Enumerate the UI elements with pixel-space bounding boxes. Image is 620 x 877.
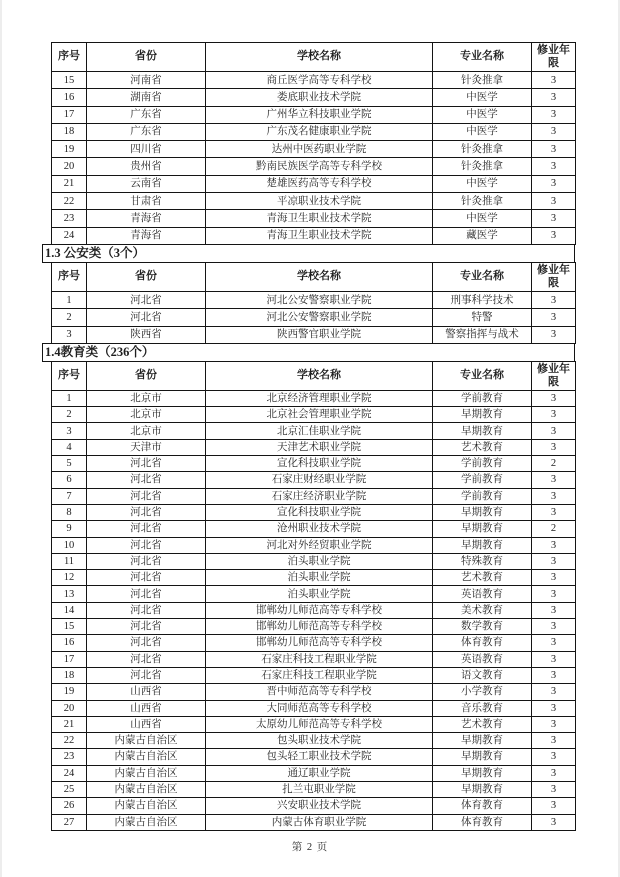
cell-seq-number: 7: [52, 488, 87, 504]
cell-study-years: 3: [532, 309, 576, 326]
cell-province: 河北省: [87, 488, 206, 504]
cell-province: 北京市: [87, 390, 206, 406]
cell-school-name: 青海卫生职业技术学院: [206, 210, 433, 227]
cell-major-name: 学前教育: [433, 390, 532, 406]
cell-province: 山西省: [87, 700, 206, 716]
column-header: 专业名称: [433, 361, 532, 390]
cell-major-name: 早期教育: [433, 749, 532, 765]
column-header: 学校名称: [206, 43, 433, 72]
table-row: [52, 733, 576, 749]
cell-study-years: 3: [532, 553, 576, 569]
cell-seq-number: 9: [52, 521, 87, 537]
cell-province: 广东省: [87, 123, 206, 140]
cell-major-name: 刑事科学技术: [433, 291, 532, 308]
cell-province: 河北省: [87, 291, 206, 308]
cell-major-name: 音乐教育: [433, 700, 532, 716]
cell-major-name: 针灸推拿: [433, 193, 532, 210]
table-row: [52, 423, 576, 439]
cell-province: 甘肃省: [87, 193, 206, 210]
cell-province: 河北省: [87, 309, 206, 326]
cell-school-name: 陕西警官职业学院: [206, 326, 433, 343]
column-header: 修业年限: [532, 361, 576, 390]
cell-major-name: 特殊教育: [433, 553, 532, 569]
cell-school-name: 沧州职业技术学院: [206, 521, 433, 537]
cell-study-years: 3: [532, 765, 576, 781]
cell-province: 内蒙古自治区: [87, 733, 206, 749]
cell-school-name: 宣化科技职业学院: [206, 504, 433, 520]
table-row: [52, 700, 576, 716]
table-row: [52, 586, 576, 602]
cell-major-name: 早期教育: [433, 765, 532, 781]
schools-table: [51, 262, 576, 344]
cell-school-name: 太原幼儿师范高等专科学校: [206, 716, 433, 732]
cell-major-name: 体育教育: [433, 635, 532, 651]
cell-school-name: 泊头职业学院: [206, 586, 433, 602]
cell-seq-number: 19: [52, 141, 87, 158]
cell-province: 青海省: [87, 210, 206, 227]
cell-study-years: 3: [532, 798, 576, 814]
cell-school-name: 扎兰屯职业学院: [206, 781, 433, 797]
column-header: 专业名称: [433, 43, 532, 72]
table-row: [52, 667, 576, 683]
table-row: [52, 749, 576, 765]
cell-province: 陕西省: [87, 326, 206, 343]
table-row: [52, 619, 576, 635]
cell-major-name: 中医学: [433, 89, 532, 106]
cell-seq-number: 23: [52, 210, 87, 227]
cell-major-name: 学前教育: [433, 488, 532, 504]
cell-school-name: 泊头职业学院: [206, 553, 433, 569]
table-header-row: [52, 43, 576, 72]
table-row: [52, 291, 576, 308]
cell-major-name: 早期教育: [433, 407, 532, 423]
cell-seq-number: 15: [52, 619, 87, 635]
cell-study-years: 3: [532, 89, 576, 106]
cell-seq-number: 8: [52, 504, 87, 520]
cell-province: 河北省: [87, 472, 206, 488]
table-header-row: [52, 361, 576, 390]
cell-seq-number: 3: [52, 423, 87, 439]
cell-study-years: 3: [532, 326, 576, 343]
cell-seq-number: 6: [52, 472, 87, 488]
cell-province: 山西省: [87, 716, 206, 732]
cell-seq-number: 19: [52, 684, 87, 700]
cell-study-years: 3: [532, 72, 576, 89]
cell-study-years: 3: [532, 123, 576, 140]
column-header: 专业名称: [433, 262, 532, 291]
cell-province: 河北省: [87, 521, 206, 537]
cell-study-years: 3: [532, 472, 576, 488]
column-header: 修业年限: [532, 262, 576, 291]
table-row: [52, 651, 576, 667]
document-content: [2, 43, 618, 831]
table-row: [52, 72, 576, 89]
cell-school-name: 河北公安警察职业学院: [206, 309, 433, 326]
cell-school-name: 包头职业技术学院: [206, 733, 433, 749]
cell-study-years: 3: [532, 586, 576, 602]
cell-study-years: 3: [532, 716, 576, 732]
cell-study-years: 3: [532, 602, 576, 618]
table-row: [52, 390, 576, 406]
cell-study-years: 3: [532, 651, 576, 667]
cell-study-years: 3: [532, 749, 576, 765]
table-row: [52, 635, 576, 651]
section-title: 1.4教育类（236个）: [42, 343, 575, 362]
cell-major-name: 警察指挥与战术: [433, 326, 532, 343]
cell-seq-number: 15: [52, 72, 87, 89]
cell-major-name: 早期教育: [433, 521, 532, 537]
column-header: 省份: [87, 361, 206, 390]
cell-study-years: 3: [532, 570, 576, 586]
cell-seq-number: 22: [52, 733, 87, 749]
cell-seq-number: 14: [52, 602, 87, 618]
cell-province: 内蒙古自治区: [87, 781, 206, 797]
cell-seq-number: 18: [52, 123, 87, 140]
cell-seq-number: 20: [52, 700, 87, 716]
table-row: [52, 814, 576, 830]
table-header-row: [52, 262, 576, 291]
table-row: [52, 472, 576, 488]
cell-major-name: 中医学: [433, 123, 532, 140]
cell-study-years: 3: [532, 390, 576, 406]
cell-school-name: 石家庄科技工程职业学院: [206, 651, 433, 667]
cell-study-years: 3: [532, 175, 576, 192]
cell-study-years: 3: [532, 700, 576, 716]
cell-school-name: 邯郸幼儿师范高等专科学校: [206, 635, 433, 651]
cell-school-name: 宣化科技职业学院: [206, 456, 433, 472]
cell-study-years: 3: [532, 781, 576, 797]
cell-seq-number: 23: [52, 749, 87, 765]
cell-province: 北京市: [87, 423, 206, 439]
cell-school-name: 通辽职业学院: [206, 765, 433, 781]
cell-study-years: 3: [532, 488, 576, 504]
column-header: 修业年限: [532, 43, 576, 72]
table-row: [52, 456, 576, 472]
cell-school-name: 内蒙古体育职业学院: [206, 814, 433, 830]
cell-province: 河北省: [87, 602, 206, 618]
cell-province: 天津市: [87, 439, 206, 455]
cell-major-name: 学前教育: [433, 472, 532, 488]
cell-major-name: 早期教育: [433, 504, 532, 520]
cell-major-name: 数学教育: [433, 619, 532, 635]
table-row: [52, 488, 576, 504]
table-row: [52, 439, 576, 455]
cell-seq-number: 10: [52, 537, 87, 553]
cell-province: 广东省: [87, 106, 206, 123]
cell-study-years: 3: [532, 423, 576, 439]
cell-study-years: 2: [532, 456, 576, 472]
cell-school-name: 达州中医药职业学院: [206, 141, 433, 158]
cell-study-years: 3: [532, 193, 576, 210]
cell-school-name: 石家庄科技工程职业学院: [206, 667, 433, 683]
cell-study-years: 3: [532, 291, 576, 308]
cell-study-years: 3: [532, 407, 576, 423]
cell-province: 河北省: [87, 667, 206, 683]
cell-study-years: 3: [532, 141, 576, 158]
cell-province: 河北省: [87, 651, 206, 667]
table-row: [52, 175, 576, 192]
cell-major-name: 早期教育: [433, 423, 532, 439]
table-row: [52, 407, 576, 423]
cell-seq-number: 25: [52, 781, 87, 797]
cell-province: 贵州省: [87, 158, 206, 175]
cell-major-name: 体育教育: [433, 814, 532, 830]
cell-seq-number: 12: [52, 570, 87, 586]
cell-province: 四川省: [87, 141, 206, 158]
cell-seq-number: 24: [52, 765, 87, 781]
cell-seq-number: 16: [52, 89, 87, 106]
cell-seq-number: 3: [52, 326, 87, 343]
cell-school-name: 北京社会管理职业学院: [206, 407, 433, 423]
column-header: 省份: [87, 43, 206, 72]
cell-major-name: 语文教育: [433, 667, 532, 683]
cell-school-name: 平凉职业技术学院: [206, 193, 433, 210]
cell-province: 河南省: [87, 72, 206, 89]
cell-study-years: 3: [532, 635, 576, 651]
column-header: 序号: [52, 262, 87, 291]
schools-table: [51, 361, 576, 831]
cell-study-years: 3: [532, 537, 576, 553]
cell-study-years: 3: [532, 439, 576, 455]
cell-province: 北京市: [87, 407, 206, 423]
cell-seq-number: 20: [52, 158, 87, 175]
cell-school-name: 泊头职业学院: [206, 570, 433, 586]
cell-province: 河北省: [87, 456, 206, 472]
cell-major-name: 针灸推拿: [433, 158, 532, 175]
cell-school-name: 天津艺术职业学院: [206, 439, 433, 455]
table-row: [52, 798, 576, 814]
table-row: [52, 326, 576, 343]
cell-seq-number: 21: [52, 716, 87, 732]
cell-seq-number: 24: [52, 227, 87, 244]
table-row: [52, 106, 576, 123]
cell-seq-number: 1: [52, 390, 87, 406]
cell-seq-number: 16: [52, 635, 87, 651]
cell-province: 河北省: [87, 553, 206, 569]
cell-school-name: 黔南民族医学高等专科学校: [206, 158, 433, 175]
cell-major-name: 藏医学: [433, 227, 532, 244]
cell-major-name: 早期教育: [433, 733, 532, 749]
cell-major-name: 中医学: [433, 106, 532, 123]
cell-school-name: 广州华立科技职业学院: [206, 106, 433, 123]
table-row: [52, 602, 576, 618]
column-header: 学校名称: [206, 361, 433, 390]
cell-school-name: 北京经济管理职业学院: [206, 390, 433, 406]
cell-major-name: 艺术教育: [433, 570, 532, 586]
cell-school-name: 大同师范高等专科学校: [206, 700, 433, 716]
cell-school-name: 石家庄经济职业学院: [206, 488, 433, 504]
cell-province: 河北省: [87, 504, 206, 520]
column-header: 序号: [52, 361, 87, 390]
cell-study-years: 3: [532, 619, 576, 635]
table-row: [52, 193, 576, 210]
cell-seq-number: 17: [52, 651, 87, 667]
cell-major-name: 艺术教育: [433, 439, 532, 455]
table-row: [52, 521, 576, 537]
cell-major-name: 早期教育: [433, 537, 532, 553]
cell-study-years: 3: [532, 158, 576, 175]
cell-study-years: 3: [532, 227, 576, 244]
cell-school-name: 兴安职业技术学院: [206, 798, 433, 814]
table-row: [52, 765, 576, 781]
cell-major-name: 特警: [433, 309, 532, 326]
cell-major-name: 中医学: [433, 175, 532, 192]
cell-province: 内蒙古自治区: [87, 765, 206, 781]
cell-study-years: 3: [532, 210, 576, 227]
cell-study-years: 3: [532, 504, 576, 520]
cell-seq-number: 13: [52, 586, 87, 602]
table-row: [52, 227, 576, 244]
cell-seq-number: 2: [52, 309, 87, 326]
cell-school-name: 北京汇佳职业学院: [206, 423, 433, 439]
cell-major-name: 早期教育: [433, 781, 532, 797]
cell-school-name: 青海卫生职业技术学院: [206, 227, 433, 244]
table-row: [52, 123, 576, 140]
cell-province: 云南省: [87, 175, 206, 192]
page-number: 第 2 页: [291, 842, 329, 853]
cell-major-name: 艺术教育: [433, 716, 532, 732]
cell-major-name: 学前教育: [433, 456, 532, 472]
cell-school-name: 商丘医学高等专科学校: [206, 72, 433, 89]
cell-seq-number: 5: [52, 456, 87, 472]
cell-school-name: 楚雄医药高等专科学校: [206, 175, 433, 192]
cell-major-name: 美术教育: [433, 602, 532, 618]
cell-study-years: 3: [532, 814, 576, 830]
table-row: [52, 716, 576, 732]
table-row: [52, 781, 576, 797]
cell-seq-number: 21: [52, 175, 87, 192]
cell-major-name: 针灸推拿: [433, 72, 532, 89]
table-row: [52, 210, 576, 227]
cell-school-name: 包头轻工职业技术学院: [206, 749, 433, 765]
cell-school-name: 娄底职业技术学院: [206, 89, 433, 106]
table-row: [52, 537, 576, 553]
cell-province: 河北省: [87, 619, 206, 635]
cell-school-name: 石家庄财经职业学院: [206, 472, 433, 488]
cell-province: 河北省: [87, 570, 206, 586]
cell-seq-number: 22: [52, 193, 87, 210]
cell-seq-number: 2: [52, 407, 87, 423]
cell-province: 内蒙古自治区: [87, 814, 206, 830]
cell-province: 河北省: [87, 586, 206, 602]
cell-major-name: 中医学: [433, 210, 532, 227]
cell-seq-number: 11: [52, 553, 87, 569]
table-row: [52, 684, 576, 700]
cell-study-years: 3: [532, 684, 576, 700]
cell-study-years: 2: [532, 521, 576, 537]
cell-province: 山西省: [87, 684, 206, 700]
table-row: [52, 553, 576, 569]
cell-study-years: 3: [532, 733, 576, 749]
cell-seq-number: 1: [52, 291, 87, 308]
table-row: [52, 309, 576, 326]
schools-table: [51, 42, 576, 245]
cell-study-years: 3: [532, 106, 576, 123]
table-row: [52, 570, 576, 586]
table-row: [52, 141, 576, 158]
cell-seq-number: 17: [52, 106, 87, 123]
cell-school-name: 广东茂名健康职业学院: [206, 123, 433, 140]
cell-major-name: 小学教育: [433, 684, 532, 700]
cell-major-name: 英语教育: [433, 651, 532, 667]
section-title: 1.3 公安类（3个）: [42, 244, 575, 263]
cell-school-name: 晋中师范高等专科学校: [206, 684, 433, 700]
table-row: [52, 504, 576, 520]
cell-seq-number: 18: [52, 667, 87, 683]
column-header: 序号: [52, 43, 87, 72]
cell-major-name: 针灸推拿: [433, 141, 532, 158]
cell-province: 湖南省: [87, 89, 206, 106]
cell-province: 河北省: [87, 635, 206, 651]
cell-seq-number: 4: [52, 439, 87, 455]
cell-school-name: 河北对外经贸职业学院: [206, 537, 433, 553]
cell-school-name: 邯郸幼儿师范高等专科学校: [206, 602, 433, 618]
column-header: 学校名称: [206, 262, 433, 291]
cell-seq-number: 26: [52, 798, 87, 814]
table-row: [52, 89, 576, 106]
cell-study-years: 3: [532, 667, 576, 683]
cell-seq-number: 27: [52, 814, 87, 830]
cell-province: 内蒙古自治区: [87, 749, 206, 765]
cell-major-name: 体育教育: [433, 798, 532, 814]
column-header: 省份: [87, 262, 206, 291]
cell-province: 河北省: [87, 537, 206, 553]
cell-province: 内蒙古自治区: [87, 798, 206, 814]
cell-province: 青海省: [87, 227, 206, 244]
cell-school-name: 河北公安警察职业学院: [206, 291, 433, 308]
cell-major-name: 英语教育: [433, 586, 532, 602]
cell-school-name: 邯郸幼儿师范高等专科学校: [206, 619, 433, 635]
table-row: [52, 158, 576, 175]
